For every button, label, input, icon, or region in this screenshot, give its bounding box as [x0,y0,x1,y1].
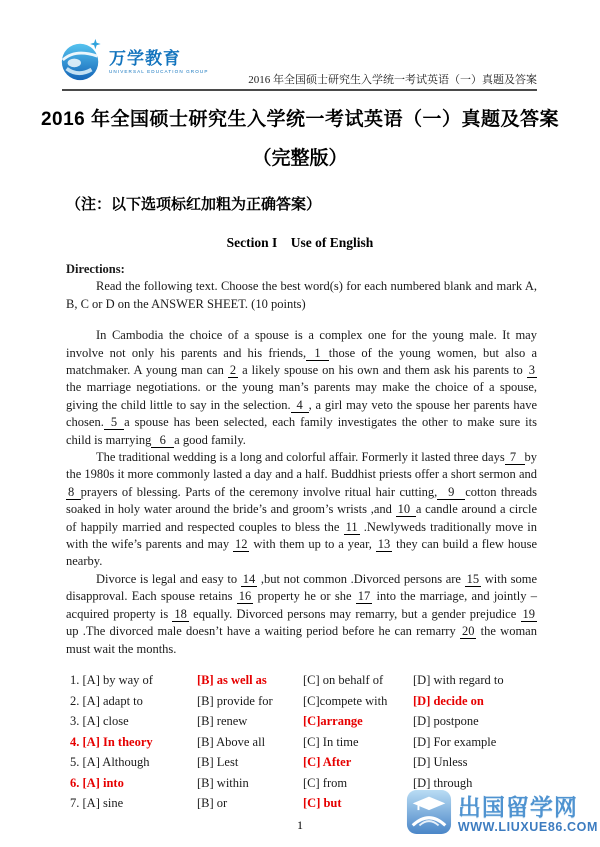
answer-choice: [C] on behalf of [303,672,384,687]
cloze-paragraph: Divorce is legal and easy to 14 ,but not common .Divorced persons are 15 with some disapproval. Each spouse retains 16 property he or she 17 into the marriage, and jointly –acquired property is 18 equally. Divorced persons may remarry, but a gender prejudice 19 up .The divorced male doesn’t have a waiting period before he can remarry 20 the woman must wait the months. [66,571,537,656]
answer-choice-correct: 6. [A] into [70,775,124,790]
page-title: 2016 年全国硕士研究生入学统一考试英语（一）真题及答案 [40,109,560,131]
answer-choice: [B] Above all [197,734,266,749]
section-heading: Section I Use of English [226,235,374,251]
question-row [70,752,537,773]
answer-choice: [C]compete with [303,693,388,708]
cloze-blank: 12 [234,537,248,552]
question-row [70,711,537,732]
cloze-blank: 5 [105,415,123,430]
globe-icon [58,37,104,88]
answer-choice: [C] In time [303,734,359,749]
cloze-blank: 2 [229,363,237,378]
cloze-paragraph: In Cambodia the choice of a spouse is a complex one for the young male. It may involve not only his parents and his friends, 1 those of the young women, but also a matchmaker. A young man can 2 a likely spouse on his own and them ask his parents to 3 the marriage negotiations. or the young man’s parents may make the choice of a spouse, giving the child little to say in the selection. 4 , a girl may veto the spouse her parents have chosen. 5 a spouse has been selected, each family investigates the other to make sure its child is marrying 6 a good family. [66,328,538,447]
answer-choice: [C] from [303,775,348,790]
question-row [70,670,537,691]
directions-text: Read the following text. Choose the best word(s) for each numbered blank and mark A, B, C or D on the ANSWER SHEET. (10 points) [66,279,537,311]
header-doc-title: 2016 年全国硕士研究生入学统一考试英语（一）真题及答案 [248,74,537,86]
cloze-blank: 19 [522,606,535,621]
answer-note: （注：以下选项标红加粗为正确答案） [66,196,322,214]
header-divider [62,89,537,91]
cloze-blank: 7 [506,450,523,465]
watermark-site-name: 出国留学网 [457,793,578,820]
answer-choice: [B] or [197,796,228,811]
answer-choice-correct: [C] After [303,755,352,770]
cloze-blank: 3 [528,363,535,378]
brand-name: 万学教育 [109,49,181,69]
answer-choice: [B] renew [197,714,248,729]
answer-choice-correct: [B] as well as [197,672,267,687]
answer-choice: [D] For example [413,734,497,749]
cloze-paragraph: The traditional wedding is a long and colorful affair. Formerly it lasted three days 7 by the 1980s it more commonly lasted a day and a half. Buddhist priests offer a short sermon and 8 prayers of blessing. Parts of the ceremony involve ritual hair cutting, 9 cotton threads soaked in holy water around the bride’s and groom’s wrists ,and 10 a candle around a circle of happily married and respected couples to bless the 11 .Newlyweds traditionally move in with the wife’s parents and may 12 with them up to a year, 13 they can build a flew house nearby. [66,450,537,569]
cloze-blank: 18 [174,606,187,621]
answer-choice-correct: [D] decide on [413,693,484,708]
brand-subtitle: UNIVERSAL EDUCATION GROUP [109,69,209,75]
answer-choice: [B] Lest [197,755,239,770]
cloze-blank: 4 [292,397,307,412]
answer-choice: [D] through [413,775,473,790]
watermark-site-url: WWW.LIUXUE86.COM [457,819,598,834]
cloze-blank: 1 [308,345,327,360]
cloze-blank: 11 [345,519,358,534]
answer-choice: 3. [A] close [70,714,129,729]
document-body [66,262,537,658]
answer-choice: [D] postpone [413,714,479,729]
answer-choice: 5. [A] Although [70,755,150,770]
question-row [70,691,537,712]
cloze-blank: 15 [466,571,480,586]
question-row [70,732,537,753]
cloze-passage [66,327,537,658]
answer-choice: 7. [A] sine [70,796,124,811]
cloze-blank: 13 [377,537,391,552]
answer-choice: [D] with regard to [413,672,504,687]
answer-choice: [D] Unless [413,755,468,770]
answer-choice: [B] provide for [197,693,273,708]
cloze-blank: 20 [461,624,475,639]
wanxue-logo [58,37,208,88]
page-header [58,40,537,88]
page-subtitle: （完整版） [252,148,348,170]
cloze-blank: 14 [242,571,256,586]
answer-choice: [B] within [197,775,249,790]
liuxue-watermark [406,789,600,840]
liuxue-logo-icon [406,789,452,840]
answer-choice-correct: [C]arrange [303,714,363,729]
cloze-blank: 16 [238,589,252,604]
cloze-blank: 9 [439,484,464,499]
page-number: 1 [297,818,303,833]
answer-choice-correct: 4. [A] In theory [70,734,153,749]
cloze-blank: 6 [153,432,173,447]
answer-choice: 2. [A] adapt to [70,693,143,708]
cloze-blank: 17 [357,589,371,604]
directions-label: Directions: [66,262,125,277]
answer-choice: 1. [A] by way of [70,672,153,687]
answer-choice-correct: [C] but [303,796,342,811]
cloze-blank: 8 [68,484,79,499]
cloze-blank: 10 [397,502,414,517]
